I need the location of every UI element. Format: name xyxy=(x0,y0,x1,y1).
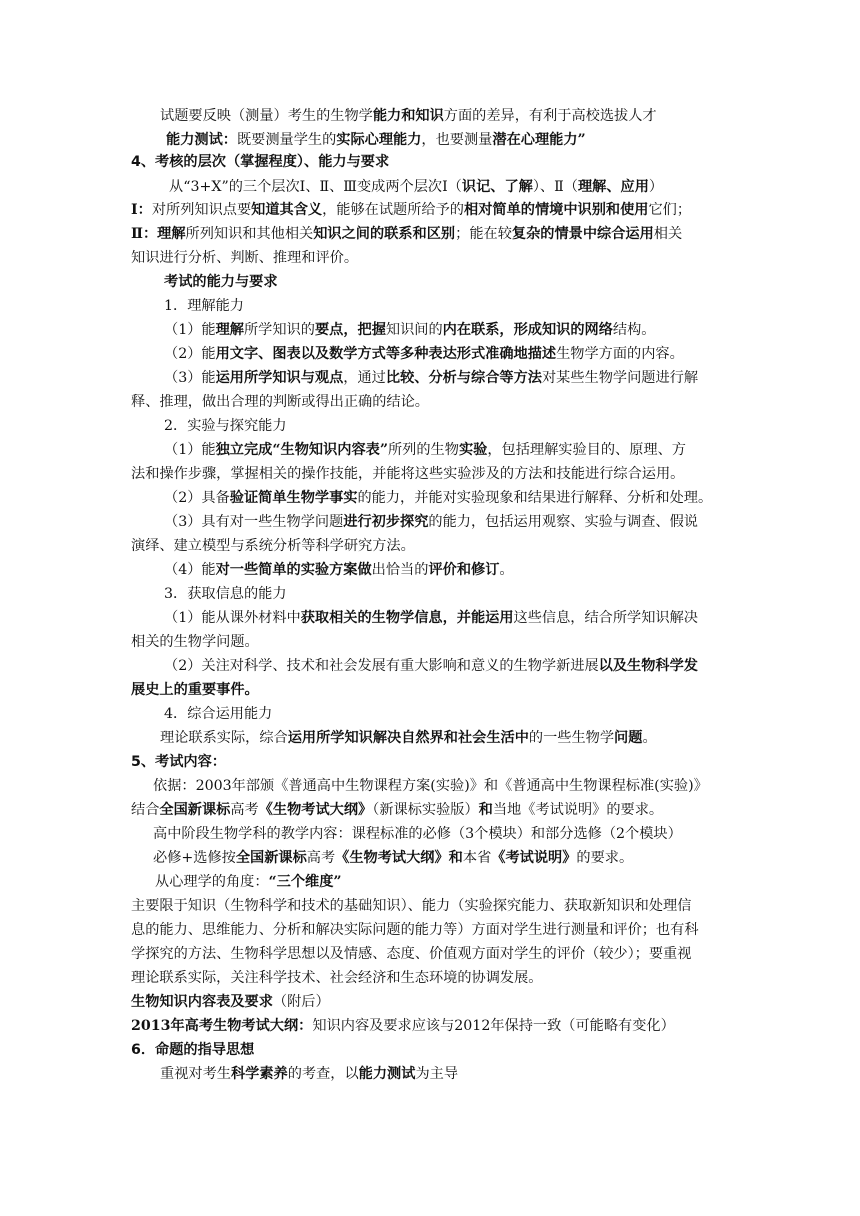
bold-text: 科学素养 xyxy=(230,1066,288,1082)
text-line xyxy=(164,558,860,582)
text-line xyxy=(131,894,860,918)
text-segment: （2）关注对科学、技术和社会发展有重大影响和意义的生物学新进展 xyxy=(164,658,599,674)
text-segment: （1）能从课外材料中 xyxy=(164,610,301,626)
text-segment: ） xyxy=(648,179,664,195)
text-segment: 1．理解能力 xyxy=(164,298,244,314)
bold-text: 和 xyxy=(478,802,493,818)
bold-text: 运用所学知识解决自然界和社会生活中 xyxy=(287,730,529,746)
text-segment: 2．实验与探究能力 xyxy=(164,418,287,434)
text-segment: 法和操作步骤，掌握相关的操作技能，并能将这些实验涉及的方法和技能进行综合运用。 xyxy=(131,466,685,482)
bold-text: 全国新课标 xyxy=(235,850,307,866)
bold-text: 实验 xyxy=(458,442,488,458)
text-segment: 对所列知识点要 xyxy=(151,202,252,218)
bold-text: 识记、了解 xyxy=(461,179,533,195)
bold-text: 评价和修订 xyxy=(428,562,500,578)
text-line xyxy=(164,366,860,390)
text-segment: 这些信息，结合所学知识解决 xyxy=(513,610,698,626)
text-segment: 理论联系实际，关注科学技术、社会经济和生态环境的协调发展。 xyxy=(131,970,543,986)
bold-text: Ⅱ：理解 xyxy=(131,226,186,242)
text-segment: （新课标实验版） xyxy=(372,802,479,818)
text-line xyxy=(131,630,860,654)
text-segment: 当地《考试说明》的要求。 xyxy=(492,802,664,818)
bold-text: 生物知识内容表及要求 xyxy=(131,994,273,1010)
text-line xyxy=(131,534,860,558)
text-segment: 的考查，以 xyxy=(287,1066,359,1082)
text-line xyxy=(131,198,860,222)
bold-text: 全国新课标 xyxy=(159,802,231,818)
text-segment: （附后） xyxy=(272,994,330,1010)
text-line xyxy=(153,774,860,798)
bold-text: 运用所学知识与观点 xyxy=(215,370,344,386)
text-line xyxy=(153,846,860,870)
text-line xyxy=(131,918,860,942)
heading-text: 6．命题的指导思想 xyxy=(131,1042,255,1058)
heading-text: 4、考核的层次（掌握程度）、能力与要求 xyxy=(131,154,390,170)
text-segment: 的能力，包括运用观察、实验与调查、假说 xyxy=(428,514,698,530)
bold-text: 能力和知识 xyxy=(372,108,444,124)
text-segment: 重视对考生 xyxy=(160,1066,231,1082)
text-line xyxy=(164,582,860,606)
text-segment: 所列的生物 xyxy=(387,442,459,458)
bold-text: 问题 xyxy=(614,730,643,746)
bold-text: 《生物考试大纲》和 xyxy=(335,850,463,866)
text-line xyxy=(160,104,860,128)
bold-text: 知识之间的联系和区别 xyxy=(313,226,456,242)
text-segment: 生物学方面的内容。 xyxy=(556,346,684,362)
text-line xyxy=(164,414,860,438)
bold-text: 理解 xyxy=(215,322,244,338)
text-segment: （1）能 xyxy=(164,322,216,338)
text-segment: 高考 xyxy=(306,850,336,866)
bold-text: 比较、分析与综合等方法 xyxy=(385,370,542,386)
text-segment: 所学知识的 xyxy=(243,322,315,338)
bold-text: “三个维度” xyxy=(268,874,342,890)
section-heading xyxy=(131,150,860,174)
bold-text: 相对简单的情境中识别和使用 xyxy=(464,202,649,218)
bold-text: 知道其含义 xyxy=(251,202,323,218)
text-line xyxy=(131,462,860,486)
text-line xyxy=(153,822,860,846)
bold-text: 《考试说明》 xyxy=(491,850,577,866)
bold-text: 考试的能力与要求 xyxy=(164,274,278,290)
bold-text: 实际心理能力 xyxy=(336,132,422,148)
text-line xyxy=(164,654,860,678)
bold-text: 2013年高考生物考试大纲： xyxy=(131,1018,313,1034)
text-line xyxy=(164,342,860,366)
text-segment: ，也要测量 xyxy=(421,132,493,148)
bold-text: 复杂的情景中综合运用 xyxy=(511,226,654,242)
bold-text: 要点，把握 xyxy=(314,322,386,338)
text-segment: ；能在较 xyxy=(455,226,512,242)
text-segment: 必修+选修按 xyxy=(153,850,236,866)
text-segment: ，通过 xyxy=(343,370,386,386)
text-line xyxy=(131,390,860,414)
heading-text: 5、考试内容： xyxy=(131,754,226,770)
bold-text: 展史上的重要事件。 xyxy=(131,682,259,698)
text-segment: 结构。 xyxy=(612,322,656,338)
bold-text: 进行初步探究 xyxy=(343,514,429,530)
text-line xyxy=(131,990,860,1014)
text-segment: （2）具备 xyxy=(164,490,230,506)
bold-text: 理解、应用 xyxy=(577,179,649,195)
bold-text: 对一些简单的实验方案做 xyxy=(215,562,372,578)
text-segment: 息的能力、思维能力、分析和解决实际问题的能力等）方面对学生进行测量和评价；也有科 xyxy=(131,922,699,938)
text-line xyxy=(164,318,860,342)
text-segment: 从“3+X”的三个层次Ⅰ、Ⅱ、Ⅲ变成两个层次Ⅰ（ xyxy=(169,179,462,195)
bold-text: 以及生物科学发 xyxy=(598,658,698,674)
text-line xyxy=(131,246,860,270)
text-line xyxy=(155,870,860,894)
text-segment: 知识间的 xyxy=(385,322,443,338)
text-segment: ）、Ⅱ（ xyxy=(532,179,578,195)
text-line xyxy=(131,1014,860,1038)
text-segment: 依据：2003年部颁《普通高中生物课程方案(实验)》和《普通高中生物课程标准(实验)》 xyxy=(153,778,708,794)
text-line xyxy=(131,222,860,246)
text-segment: 理论联系实际，综合 xyxy=(160,730,288,746)
bold-text: 验证简单生物学事实 xyxy=(229,490,358,506)
text-segment: 高考 xyxy=(230,802,259,818)
text-line xyxy=(164,702,860,726)
text-segment: 它们； xyxy=(648,202,692,218)
text-line xyxy=(131,678,860,702)
bold-text: 能力测试 xyxy=(358,1066,416,1082)
text-line xyxy=(164,294,860,318)
text-segment: 的能力，并能对实验现象和结果进行解释、分析和处理。 xyxy=(357,490,713,506)
bold-text: 《生物考试大纲》 xyxy=(258,802,373,818)
bold-text: 用文字、图表以及数学方式等多种表达形式准确地描述 xyxy=(215,346,557,362)
text-segment: （2）能 xyxy=(164,346,216,362)
text-segment: 相关的生物学问题。 xyxy=(131,634,259,650)
text-segment: （4）能 xyxy=(164,562,216,578)
bold-text: 能力测试： xyxy=(166,132,237,148)
bold-text: 独立完成“生物知识内容表” xyxy=(215,442,388,458)
text-segment: 相关 xyxy=(653,226,683,242)
text-segment: 的一些生物学 xyxy=(528,730,615,746)
text-segment: 方面的差异，有利于高校选拔人才 xyxy=(443,108,657,124)
text-line xyxy=(164,486,860,510)
text-segment: 结合 xyxy=(131,802,160,818)
text-segment: 对某些生物学问题进行解 xyxy=(541,370,699,386)
bold-text: 潜在心理能力” xyxy=(492,132,586,148)
text-line xyxy=(164,606,860,630)
text-segment: 试题要反映（测量）考生的生物学 xyxy=(160,108,373,124)
text-line xyxy=(131,966,860,990)
text-segment: 高中阶段生物学科的教学内容：课程标准的必修（3个模块）和部分选修（2个模块） xyxy=(153,826,682,842)
text-line xyxy=(164,270,860,294)
text-segment: ，包括理解实验目的、原理、方 xyxy=(487,442,686,458)
text-segment: （3）具有对一些生物学问题 xyxy=(164,514,344,530)
text-line xyxy=(164,510,860,534)
text-line xyxy=(131,942,860,966)
text-line xyxy=(169,175,860,199)
text-line xyxy=(164,438,860,462)
text-segment: 。 xyxy=(642,730,657,746)
text-segment: 本省 xyxy=(462,850,492,866)
bold-text: Ⅰ： xyxy=(131,202,152,218)
text-line xyxy=(160,1062,860,1086)
text-segment: 3．获取信息的能力 xyxy=(164,586,287,602)
text-segment: 出恰当的 xyxy=(371,562,429,578)
text-segment: 为主导 xyxy=(415,1066,459,1082)
text-segment: （3）能 xyxy=(164,370,216,386)
text-segment: 既要测量学生的 xyxy=(236,132,337,148)
text-segment: 演绎、建立模型与系统分析等科学研究方法。 xyxy=(131,538,415,554)
text-segment: 。 xyxy=(499,562,514,578)
text-segment: 4．综合运用能力 xyxy=(164,706,273,722)
text-segment: 知识进行分析、判断、推理和评价。 xyxy=(131,250,359,266)
text-segment: （1）能 xyxy=(164,442,216,458)
section-heading xyxy=(131,1038,860,1062)
bold-text: 内在联系，形成知识的网络 xyxy=(442,322,613,338)
text-segment: 学探究的方法、生物科学思想以及情感、态度、价值观方面对学生的评价（较少）；要重视 xyxy=(131,946,692,962)
text-line xyxy=(131,798,860,822)
text-segment: 的要求。 xyxy=(576,850,634,866)
text-segment: 释、推理，做出合理的判断或得出正确的结论。 xyxy=(131,394,429,410)
text-segment: 主要限于知识（生物科学和技术的基础知识）、能力（实验探究能力、获取新知识和处理信 xyxy=(131,898,692,914)
text-line xyxy=(160,726,860,750)
text-segment: 所列知识和其他相关 xyxy=(185,226,314,242)
text-segment: ，能够在试题所给予的 xyxy=(322,202,464,218)
section-heading xyxy=(131,750,860,774)
bold-text: 获取相关的生物学信息，并能运用 xyxy=(300,610,514,626)
text-segment: 从心理学的角度： xyxy=(155,874,269,890)
text-segment: 知识内容及要求应该与2012年保持一致（可能略有变化） xyxy=(312,1018,675,1034)
text-line xyxy=(166,128,860,152)
